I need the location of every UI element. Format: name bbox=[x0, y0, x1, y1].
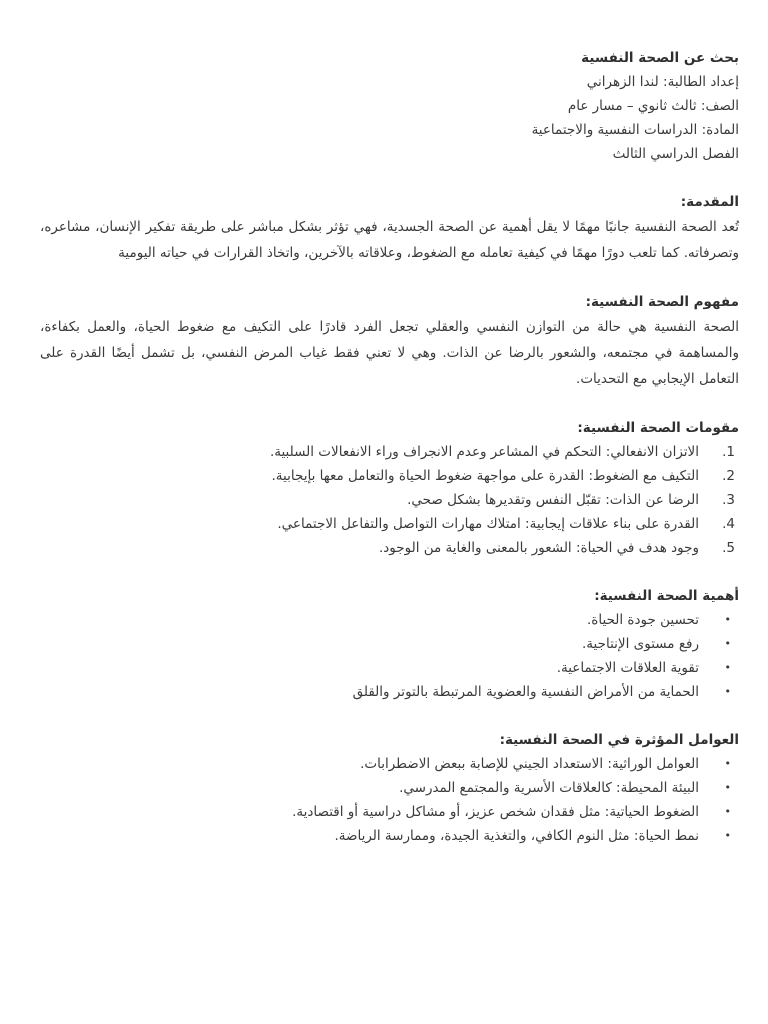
concept-heading: مفهوم الصحة النفسية: bbox=[585, 294, 739, 310]
components-heading: مقومات الصحة النفسية: bbox=[577, 420, 739, 436]
list-item bbox=[40, 800, 739, 824]
factors-list bbox=[40, 752, 739, 848]
list-item bbox=[40, 680, 739, 704]
concept-section bbox=[40, 290, 739, 392]
list-item bbox=[40, 752, 739, 776]
list-item bbox=[40, 632, 739, 656]
introduction-section bbox=[40, 190, 739, 266]
student-name: إعداد الطالبة: لندا الزهراني bbox=[586, 74, 739, 90]
bullet-icon: • bbox=[724, 781, 731, 794]
list-item bbox=[40, 512, 739, 536]
list-number: 1. bbox=[722, 444, 735, 460]
list-item bbox=[40, 464, 739, 488]
list-item-text: الاتزان الانفعالي: التحكم في المشاعر وعدم الانجراف وراء الانفعالات السلبية. bbox=[269, 444, 699, 460]
importance-list bbox=[40, 608, 739, 704]
bullet-icon: • bbox=[724, 829, 731, 842]
bullet-icon: • bbox=[724, 613, 731, 626]
list-number: 3. bbox=[722, 492, 735, 508]
list-number: 2. bbox=[722, 468, 735, 484]
list-item-text: تقوية العلاقات الاجتماعية. bbox=[556, 660, 699, 676]
bullet-icon: • bbox=[724, 685, 731, 698]
introduction-heading: المقدمة: bbox=[680, 194, 739, 210]
components-section bbox=[40, 416, 739, 560]
list-number: 4. bbox=[722, 516, 735, 532]
components-list bbox=[40, 440, 739, 560]
factors-heading: العوامل المؤثرة في الصحة النفسية: bbox=[499, 732, 739, 748]
list-item bbox=[40, 824, 739, 848]
document-header bbox=[40, 46, 739, 166]
list-item-text: الرضا عن الذات: تقبّل النفس وتقديرها بشكل صحي. bbox=[407, 492, 699, 508]
bullet-icon: • bbox=[724, 637, 731, 650]
subject-line: المادة: الدراسات النفسية والاجتماعية bbox=[531, 122, 739, 138]
list-item-text: الضغوط الحياتية: مثل فقدان شخص عزيز، أو مشاكل دراسية أو اقتصادية. bbox=[292, 804, 699, 820]
list-item-text: تحسين جودة الحياة. bbox=[587, 612, 699, 628]
list-item-text: الحماية من الأمراض النفسية والعضوية المرتبطة بالتوتر والقلق bbox=[352, 684, 699, 700]
list-item bbox=[40, 440, 739, 464]
list-item-text: نمط الحياة: مثل النوم الكافي، والتغذية الجيدة، وممارسة الرياضة. bbox=[334, 828, 699, 844]
grade-line: الصف: ثالث ثانوي – مسار عام bbox=[567, 98, 739, 114]
introduction-text: تُعد الصحة النفسية جانبًا مهمًا لا يقل أهمية عن الصحة الجسدية، فهي تؤثر بشكل مباشر على طريقة تفكير الإنسان، مشاعره، وتصرفاته. كما تلعب دورًا مهمًا في كيفية تعامله مع الضغوط، وعلاقاته بالآخرين، واتخاذ القرارات في حياته اليومية bbox=[40, 219, 739, 261]
term-line: الفصل الدراسي الثالث bbox=[612, 146, 739, 162]
bullet-icon: • bbox=[724, 805, 731, 818]
concept-text: الصحة النفسية هي حالة من التوازن النفسي والعقلي تجعل الفرد قادرًا على التكيف مع ضغوط الحياة، والعمل بكفاءة، والمساهمة في مجتمعه، والشعور بالرضا عن الذات. وهي لا تعني فقط غياب المرض النفسي، بل تشمل أيضًا القدرة على التعامل الإيجابي مع التحديات. bbox=[40, 319, 739, 387]
list-number: 5. bbox=[722, 540, 735, 556]
importance-section bbox=[40, 584, 739, 704]
factors-section bbox=[40, 728, 739, 848]
importance-heading: أهمية الصحة النفسية: bbox=[594, 588, 739, 604]
list-item-text: العوامل الوراثية: الاستعداد الجيني للإصابة ببعض الاضطرابات. bbox=[360, 756, 699, 772]
list-item bbox=[40, 776, 739, 800]
bullet-icon: • bbox=[724, 661, 731, 674]
list-item bbox=[40, 656, 739, 680]
list-item bbox=[40, 536, 739, 560]
list-item-text: رفع مستوى الإنتاجية. bbox=[582, 636, 699, 652]
list-item-text: التكيف مع الضغوط: القدرة على مواجهة ضغوط الحياة والتعامل معها بإيجابية. bbox=[271, 468, 699, 484]
list-item bbox=[40, 488, 739, 512]
bullet-icon: • bbox=[724, 757, 731, 770]
document-title: بحث عن الصحة النفسية bbox=[581, 50, 739, 66]
list-item-text: البيئة المحيطة: كالعلاقات الأسرية والمجتمع المدرسي. bbox=[399, 780, 699, 796]
list-item-text: القدرة على بناء علاقات إيجابية: امتلاك مهارات التواصل والتفاعل الاجتماعي. bbox=[277, 516, 699, 532]
list-item-text: وجود هدف في الحياة: الشعور بالمعنى والغاية من الوجود. bbox=[379, 540, 699, 556]
list-item bbox=[40, 608, 739, 632]
